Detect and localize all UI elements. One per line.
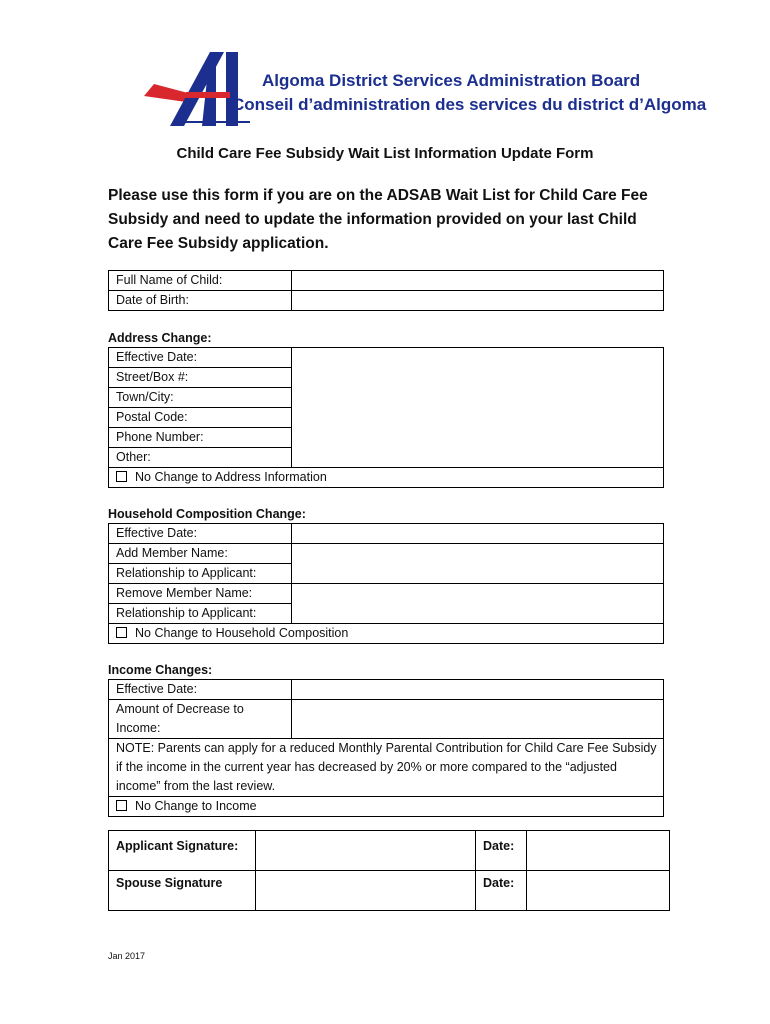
- applicant-date-field[interactable]: [527, 831, 670, 871]
- street-label: Street/Box #:: [109, 368, 292, 388]
- intro-text: Please use this form if you are on the ADSAB Wait List for Child Care Fee Subsidy and need to update the information provided on your last Child Care Fee Subsidy application.: [108, 187, 648, 252]
- town-label: Town/City:: [109, 388, 292, 408]
- checkbox-icon[interactable]: [116, 471, 127, 482]
- table-row: [109, 624, 664, 644]
- child-dob-label: Date of Birth:: [109, 291, 292, 311]
- child-name-label: Full Name of Child:: [109, 271, 292, 291]
- add-member-label: Add Member Name:: [109, 544, 292, 564]
- table-row: [109, 544, 664, 564]
- relationship-label: Relationship to Applicant:: [109, 604, 292, 624]
- phone-label: Phone Number:: [109, 428, 292, 448]
- signature-table: [108, 830, 670, 911]
- table-row: [109, 871, 670, 911]
- date-label: Date:: [476, 871, 527, 911]
- no-change-income-option[interactable]: [109, 797, 664, 817]
- child-name-field[interactable]: [292, 271, 664, 291]
- org-name-english: Algoma District Services Administration Board: [262, 71, 641, 90]
- child-info-table: [108, 270, 664, 311]
- decrease-amount-label: Amount of Decrease to Income:: [109, 700, 292, 739]
- income-table: [108, 679, 664, 817]
- relationship-label: Relationship to Applicant:: [109, 564, 292, 584]
- adsab-logo: [140, 52, 707, 126]
- table-row: [109, 739, 664, 797]
- address-heading: Address Change:: [108, 331, 212, 345]
- remove-member-label: Remove Member Name:: [109, 584, 292, 604]
- household-heading: Household Composition Change:: [108, 507, 306, 521]
- address-details-field[interactable]: [292, 348, 664, 468]
- table-row: [109, 797, 664, 817]
- form-title: Child Care Fee Subsidy Wait List Information Update Form: [176, 145, 594, 162]
- remove-member-field[interactable]: [292, 584, 664, 624]
- revision-date: Jan 2017: [108, 951, 146, 961]
- table-row: [109, 468, 664, 488]
- spouse-signature-field[interactable]: [256, 871, 476, 911]
- no-change-income-label: No Change to Income: [135, 799, 257, 813]
- table-row: [109, 680, 664, 700]
- org-name-french: Conseil d’administration des services du district d’Algoma: [232, 95, 707, 114]
- checkbox-icon[interactable]: [116, 800, 127, 811]
- table-row: [109, 271, 664, 291]
- table-row: [109, 348, 664, 368]
- add-member-field[interactable]: [292, 544, 664, 584]
- spouse-date-field[interactable]: [527, 871, 670, 911]
- postal-code-label: Postal Code:: [109, 408, 292, 428]
- no-change-household-label: No Change to Household Composition: [135, 626, 349, 640]
- income-effective-date-field[interactable]: [292, 680, 664, 700]
- child-dob-field[interactable]: [292, 291, 664, 311]
- table-row: [109, 831, 670, 871]
- income-note: NOTE: Parents can apply for a reduced Monthly Parental Contribution for Child Care Fee Subsidy if the income in the current year has decreased by 20% or more compared to the “adjusted income” from the last review.: [109, 739, 664, 797]
- date-label: Date:: [476, 831, 527, 871]
- address-effective-date-label: Effective Date:: [109, 348, 292, 368]
- household-table: [108, 523, 664, 644]
- decrease-amount-field[interactable]: [292, 700, 664, 739]
- no-change-household-option[interactable]: [109, 624, 664, 644]
- income-effective-date-label: Effective Date:: [109, 680, 292, 700]
- table-row: [109, 524, 664, 544]
- other-label: Other:: [109, 448, 292, 468]
- table-row: [109, 291, 664, 311]
- applicant-signature-field[interactable]: [256, 831, 476, 871]
- table-row: [109, 584, 664, 604]
- household-effective-date-label: Effective Date:: [109, 524, 292, 544]
- spouse-signature-label: Spouse Signature: [109, 871, 256, 911]
- household-effective-date-field[interactable]: [292, 524, 664, 544]
- no-change-address-option[interactable]: [109, 468, 664, 488]
- address-table: [108, 347, 664, 488]
- checkbox-icon[interactable]: [116, 627, 127, 638]
- no-change-address-label: No Change to Address Information: [135, 470, 327, 484]
- applicant-signature-label: Applicant Signature:: [109, 831, 256, 871]
- table-row: [109, 700, 664, 739]
- income-heading: Income Changes:: [108, 663, 213, 677]
